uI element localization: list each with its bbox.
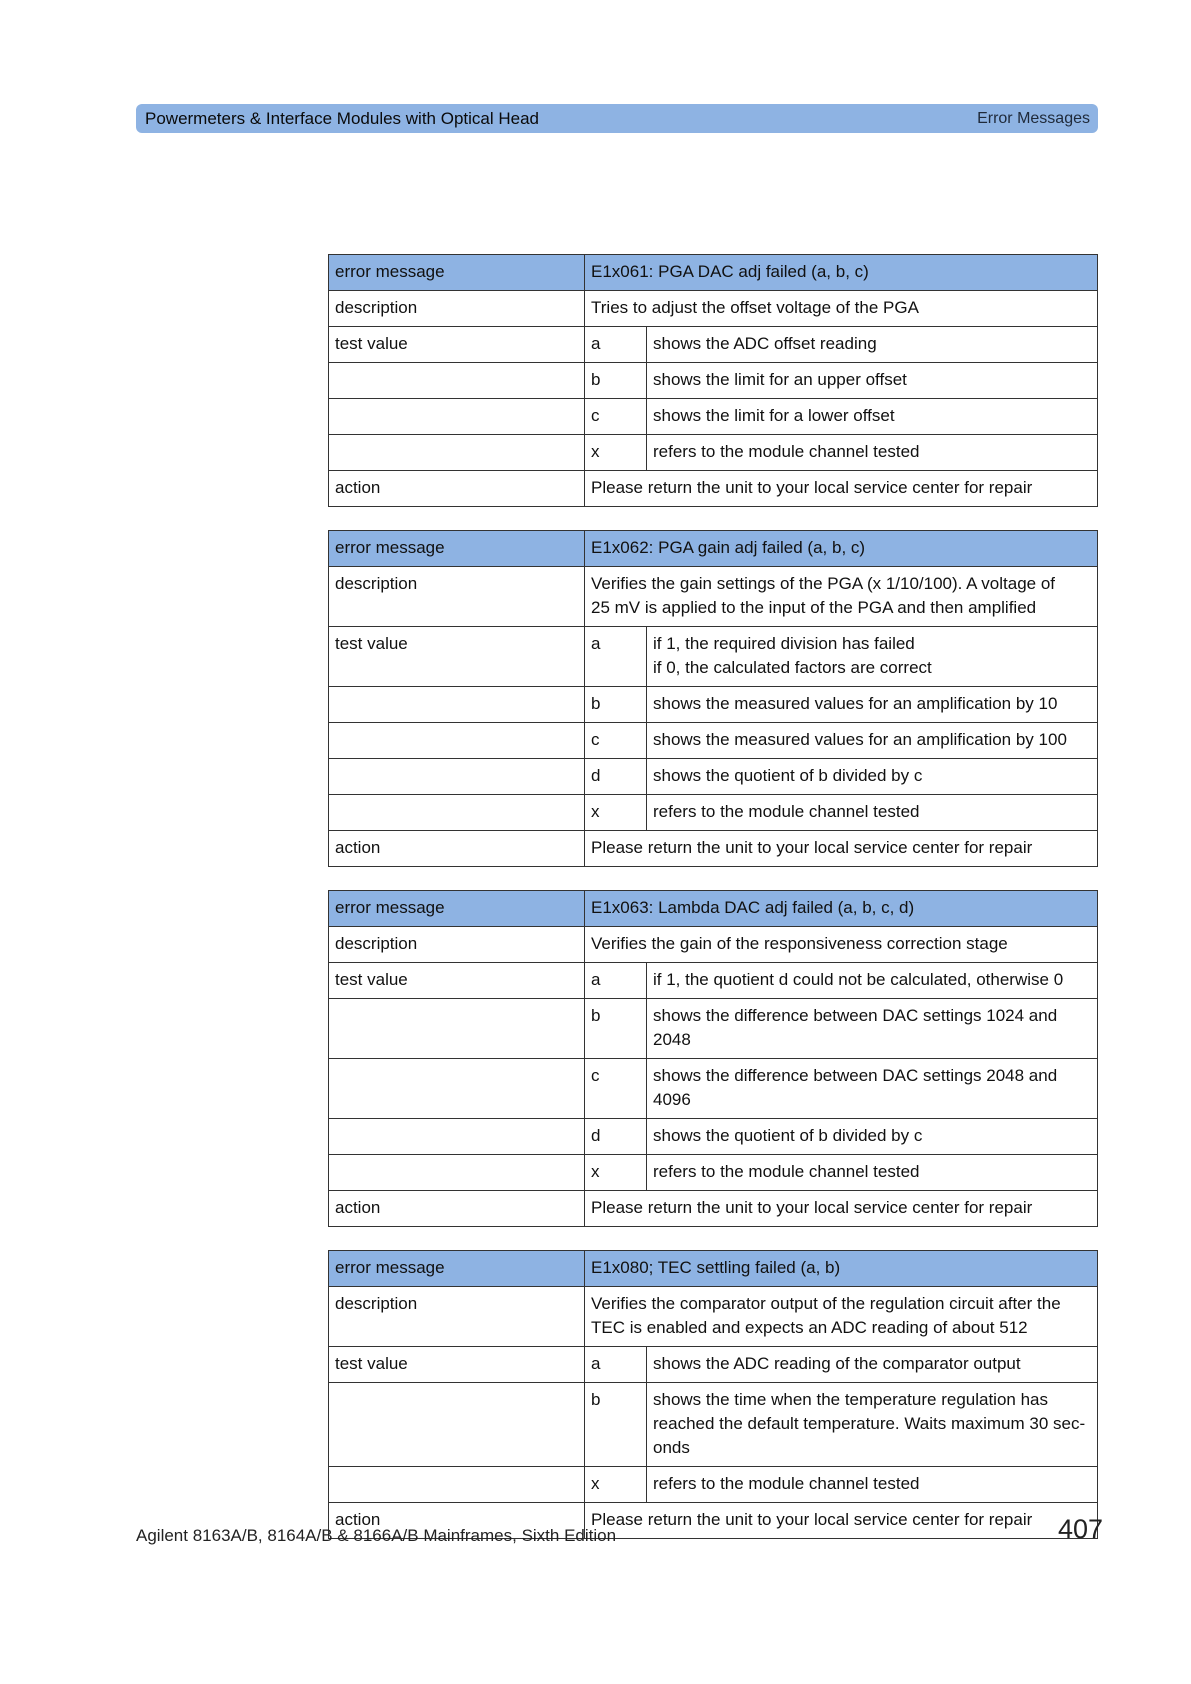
error-title: E1x062: PGA gain adj failed (a, b, c) [585, 531, 1098, 567]
test-value-row [329, 1467, 1098, 1503]
description-text [585, 1287, 1098, 1347]
description-row [329, 1287, 1098, 1347]
test-value-key: c [585, 399, 647, 435]
test-value-row [329, 363, 1098, 399]
action-label: action [329, 1503, 585, 1539]
test-value-label [329, 687, 585, 723]
test-value-key: b [585, 687, 647, 723]
action-label: action [329, 831, 585, 867]
description-text [585, 291, 1098, 327]
test-value-text [647, 999, 1098, 1059]
header-title: Powermeters & Interface Modules with Optical Head [145, 108, 540, 128]
text-line: shows the limit for a lower offset [653, 406, 895, 425]
test-value-key: b [585, 363, 647, 399]
text-line: Tries to adjust the offset voltage of the PGA [591, 298, 919, 317]
action-row [329, 1191, 1098, 1227]
test-value-text [647, 1347, 1098, 1383]
test-value-row [329, 723, 1098, 759]
test-value-row [329, 1347, 1098, 1383]
text-line: 4096 [653, 1090, 691, 1109]
test-value-label [329, 1155, 585, 1191]
error-message-label: error message [329, 1251, 585, 1287]
test-value-label [329, 399, 585, 435]
test-value-label: test value [329, 963, 585, 999]
test-value-text [647, 759, 1098, 795]
test-value-label [329, 795, 585, 831]
test-value-text [647, 723, 1098, 759]
test-value-text [647, 963, 1098, 999]
test-value-key: d [585, 759, 647, 795]
running-header [136, 104, 1098, 133]
test-value-row [329, 795, 1098, 831]
text-line: shows the quotient of b divided by c [653, 766, 923, 785]
error-message-label: error message [329, 531, 585, 567]
error-title: E1x080; TEC settling failed (a, b) [585, 1251, 1098, 1287]
text-line: reached the default temperature. Waits maximum 30 sec- [653, 1414, 1086, 1433]
test-value-text [647, 363, 1098, 399]
test-value-row [329, 963, 1098, 999]
test-value-label: test value [329, 327, 585, 363]
test-value-row [329, 687, 1098, 723]
header-section: Error Messages [977, 109, 1090, 127]
text-line: if 1, the quotient d could not be calculated, otherwise 0 [653, 970, 1064, 989]
test-value-row [329, 1059, 1098, 1119]
test-value-key: x [585, 1155, 647, 1191]
error-table [328, 530, 1098, 867]
footer-document-title: Agilent 8163A/B, 8164A/B & 8166A/B Mainframes, Sixth Edition [136, 1526, 617, 1545]
test-value-text [647, 1119, 1098, 1155]
test-value-key: d [585, 1119, 647, 1155]
error-message-label: error message [329, 255, 585, 291]
test-value-row [329, 435, 1098, 471]
text-line: shows the quotient of b divided by c [653, 1126, 923, 1145]
test-value-text [647, 1155, 1098, 1191]
description-row [329, 927, 1098, 963]
text-line: Verifies the gain of the responsiveness correction stage [591, 934, 1008, 953]
error-title: E1x063: Lambda DAC adj failed (a, b, c, d) [585, 891, 1098, 927]
text-line: if 0, the calculated factors are correct [653, 658, 932, 677]
error-table [328, 254, 1098, 507]
text-line: shows the ADC offset reading [653, 334, 877, 353]
action-row [329, 831, 1098, 867]
test-value-key: c [585, 1059, 647, 1119]
test-value-text [647, 1383, 1098, 1467]
description-label: description [329, 291, 585, 327]
error-message-row [329, 255, 1098, 291]
test-value-text [647, 687, 1098, 723]
action-text: Please return the unit to your local service center for repair [585, 831, 1098, 867]
description-text [585, 927, 1098, 963]
error-message-row [329, 1251, 1098, 1287]
test-value-key: b [585, 999, 647, 1059]
action-text: Please return the unit to your local service center for repair [585, 1503, 1098, 1539]
test-value-text [647, 1059, 1098, 1119]
test-value-label [329, 759, 585, 795]
text-line: Verifies the gain settings of the PGA (x 1/10/100). A voltage of [591, 574, 1056, 593]
test-value-text [647, 399, 1098, 435]
test-value-row [329, 759, 1098, 795]
text-line: shows the difference between DAC settings 1024 and [653, 1006, 1058, 1025]
test-value-label [329, 1119, 585, 1155]
test-value-label [329, 435, 585, 471]
text-line: shows the time when the temperature regulation has [653, 1390, 1049, 1409]
test-value-row [329, 1155, 1098, 1191]
text-line: TEC is enabled and expects an ADC reading of about 512 [591, 1318, 1028, 1337]
test-value-row [329, 1383, 1098, 1467]
description-label: description [329, 567, 585, 627]
description-text [585, 567, 1098, 627]
error-message-label: error message [329, 891, 585, 927]
text-line: refers to the module channel tested [653, 802, 920, 821]
description-label: description [329, 927, 585, 963]
description-label: description [329, 1287, 585, 1347]
test-value-text [647, 327, 1098, 363]
action-text: Please return the unit to your local service center for repair [585, 1191, 1098, 1227]
test-value-key: a [585, 627, 647, 687]
error-title: E1x061: PGA DAC adj failed (a, b, c) [585, 255, 1098, 291]
test-value-label [329, 723, 585, 759]
text-line: 25 mV is applied to the input of the PGA and then amplified [591, 598, 1037, 617]
test-value-key: x [585, 435, 647, 471]
action-row [329, 471, 1098, 507]
test-value-label [329, 1383, 585, 1467]
action-label: action [329, 471, 585, 507]
text-line: shows the ADC reading of the comparator output [653, 1354, 1021, 1373]
text-line: 2048 [653, 1030, 691, 1049]
action-text: Please return the unit to your local service center for repair [585, 471, 1098, 507]
test-value-label [329, 999, 585, 1059]
error-table [328, 1250, 1098, 1539]
description-row [329, 567, 1098, 627]
test-value-label: test value [329, 627, 585, 687]
test-value-label [329, 1059, 585, 1119]
test-value-key: a [585, 1347, 647, 1383]
test-value-label [329, 1467, 585, 1503]
text-line: refers to the module channel tested [653, 442, 920, 461]
test-value-key: x [585, 1467, 647, 1503]
test-value-text [647, 627, 1098, 687]
text-line: shows the limit for an upper offset [653, 370, 907, 389]
test-value-label: test value [329, 1347, 585, 1383]
description-row [329, 291, 1098, 327]
text-line: shows the difference between DAC settings 2048 and [653, 1066, 1058, 1085]
test-value-text [647, 795, 1098, 831]
error-message-row [329, 531, 1098, 567]
test-value-row [329, 327, 1098, 363]
test-value-row [329, 399, 1098, 435]
test-value-label [329, 363, 585, 399]
action-label: action [329, 1191, 585, 1227]
error-tables [328, 254, 1098, 1562]
test-value-key: b [585, 1383, 647, 1467]
test-value-key: a [585, 327, 647, 363]
test-value-row [329, 999, 1098, 1059]
error-table [328, 890, 1098, 1227]
text-line: Verifies the comparator output of the regulation circuit after the [591, 1294, 1061, 1313]
test-value-key: c [585, 723, 647, 759]
text-line: if 1, the required division has failed [653, 634, 915, 653]
text-line: onds [653, 1438, 690, 1457]
test-value-key: x [585, 795, 647, 831]
text-line: refers to the module channel tested [653, 1162, 920, 1181]
test-value-row [329, 1119, 1098, 1155]
text-line: refers to the module channel tested [653, 1474, 920, 1493]
page-number: 407 [1057, 1514, 1103, 1544]
text-line: shows the measured values for an amplification by 100 [653, 730, 1067, 749]
error-message-row [329, 891, 1098, 927]
test-value-text [647, 435, 1098, 471]
test-value-key: a [585, 963, 647, 999]
test-value-row [329, 627, 1098, 687]
test-value-text [647, 1467, 1098, 1503]
text-line: shows the measured values for an amplification by 10 [653, 694, 1058, 713]
